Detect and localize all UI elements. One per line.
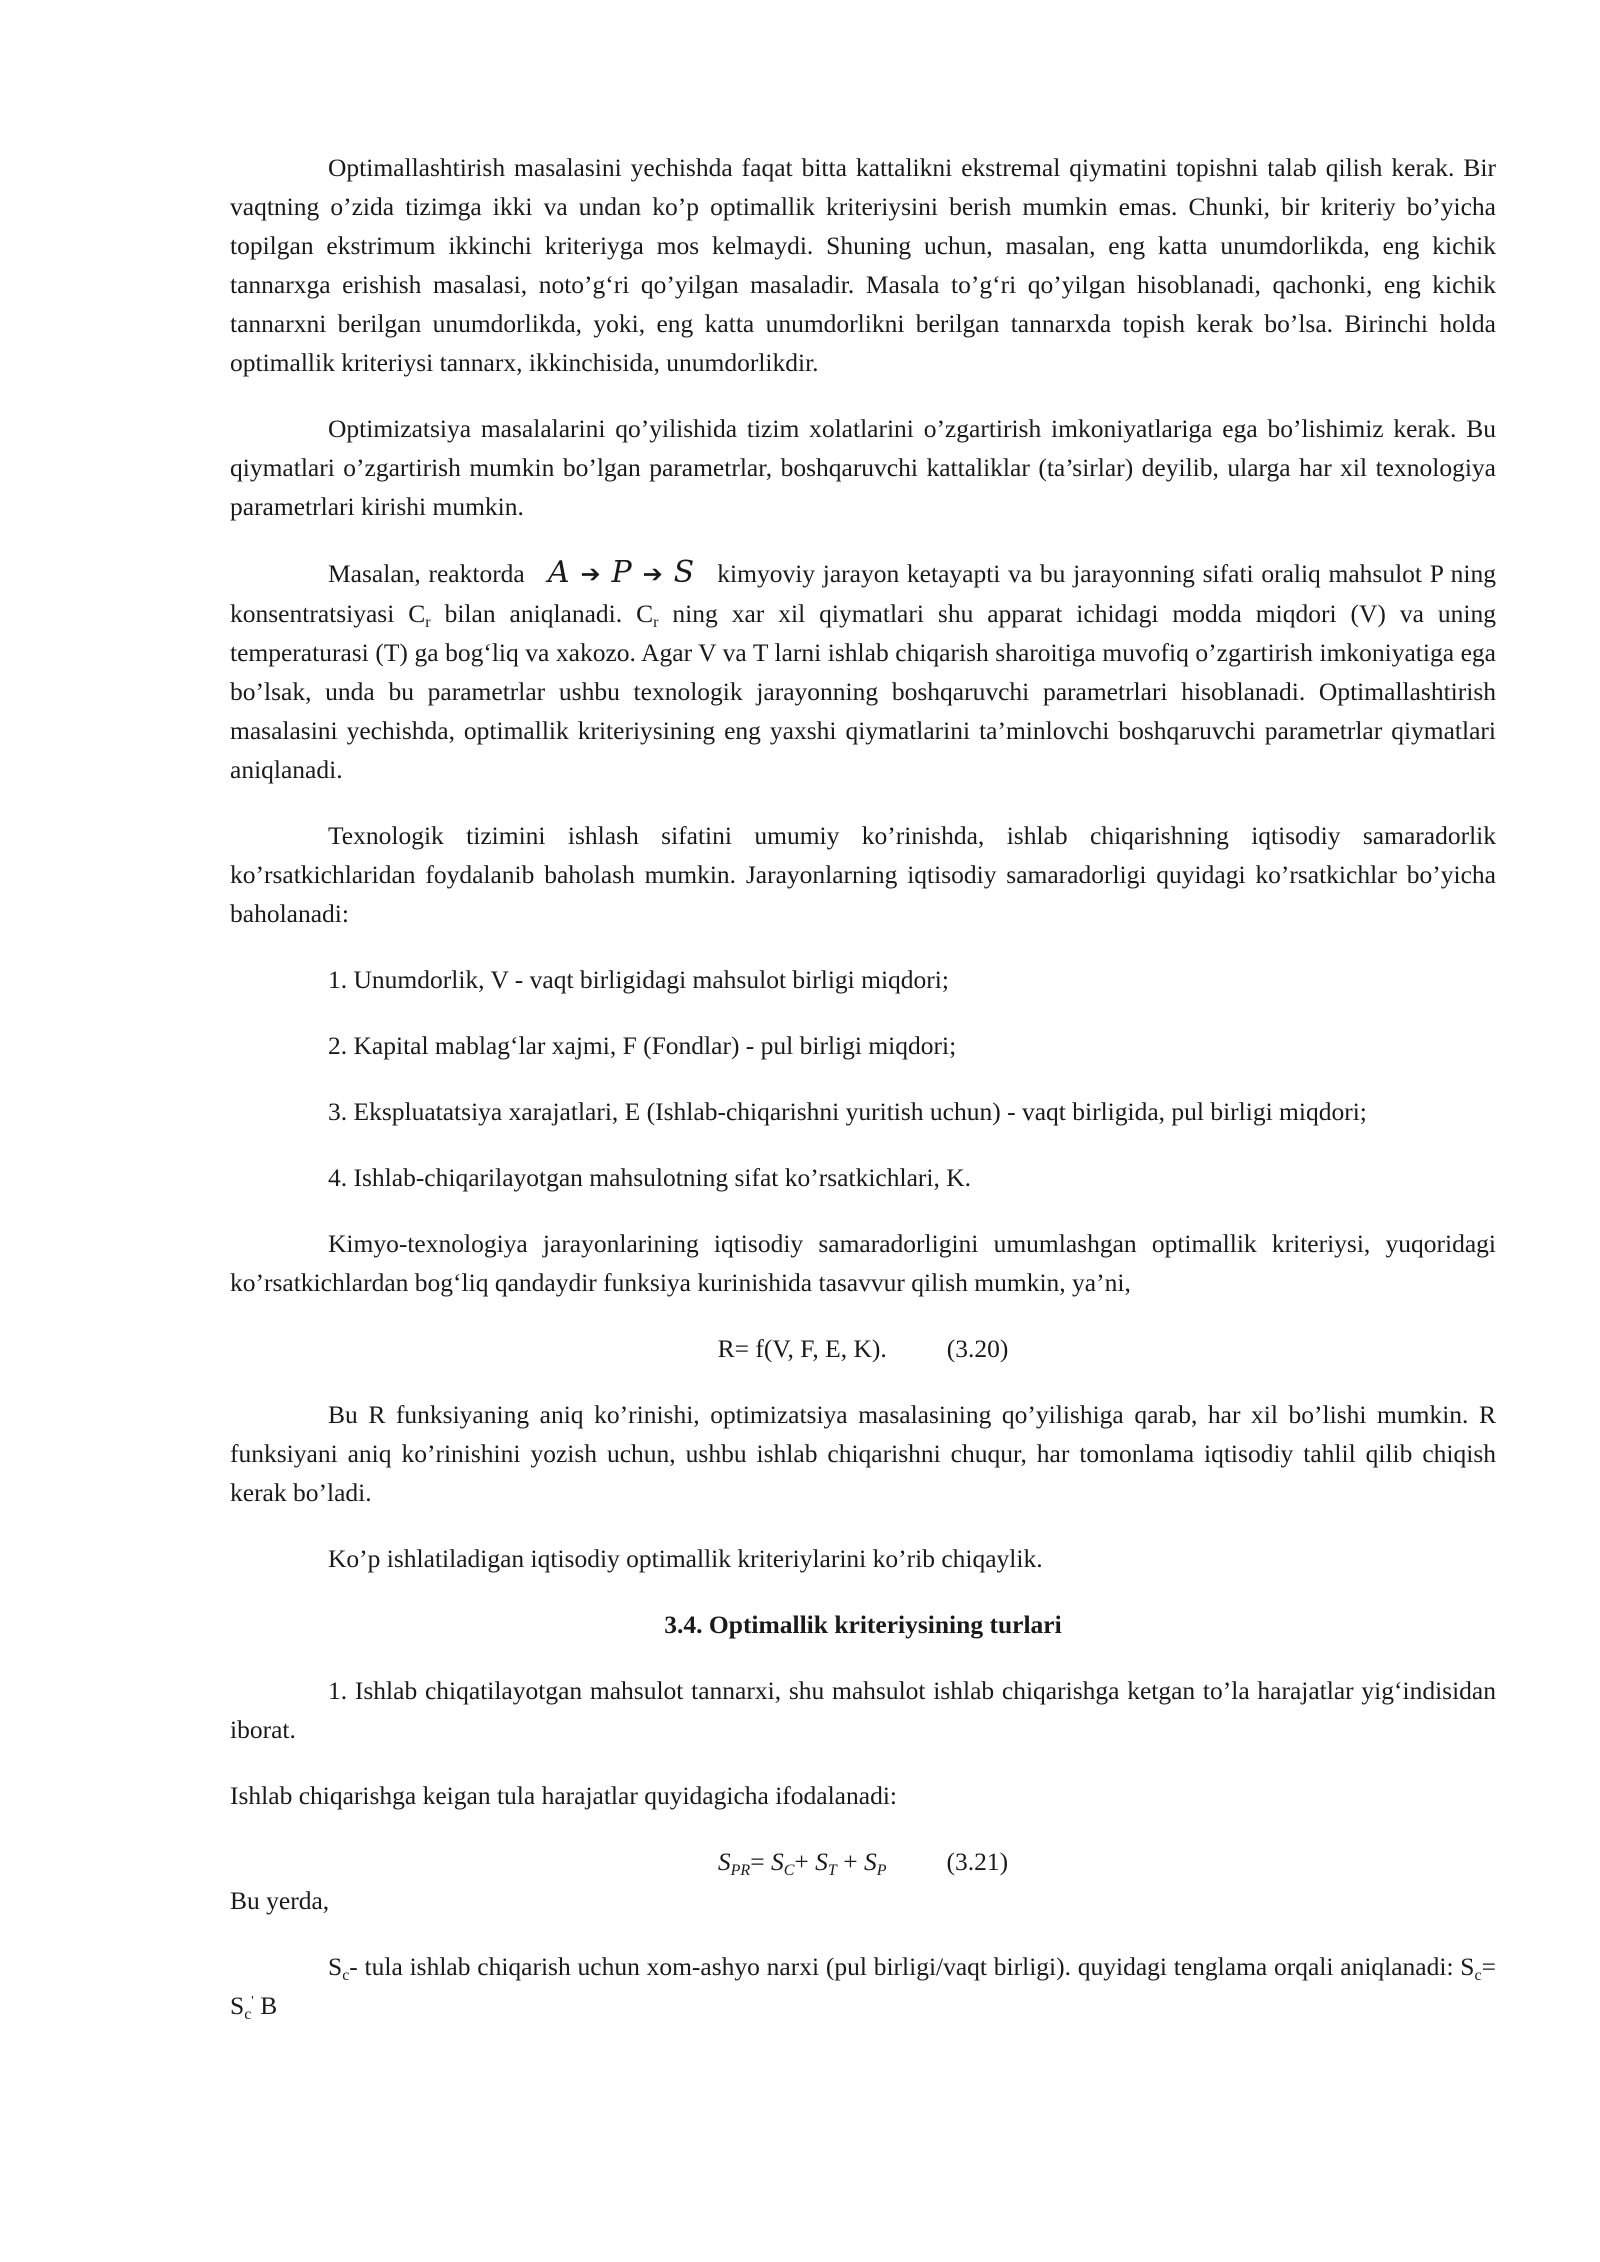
formula-expression: R= f(V, F, E, K). [717,1334,887,1363]
paragraph-review: Ko’p ishlatiladigan iqtisodiy optimallik kriteriylarini ko’rib chiqaylik. [328,1544,1043,1573]
paragraph-intro: Optimallashtirish masalasini yechishda faqat bitta kattalikni ekstremal qiymatini topishni talab qilish kerak. Bir vaqtning o’zida tizimga ikki va undan ko’p optimallik kriteriysini berish mumkin emas. Chunki, bir kriteriy bo’yicha topilgan ekstrimum ikkinchi kriteriyga mos kelmaydi. Shuning uchun, masalan, eng katta unumdorlikda, eng kichik tannarxga erishish masalasi, noto’g‘ri qo’yilgan masaladir. Masala to’g‘ri qo’yilgan hisoblanadi, qachonki, eng kichik tannarxni berilgan unumdorlikda, yoki, eng katta unumdorlikni berilgan tannarxda topish kerak bo’lsa. Birinchi holda optimallik kriteriysi tannarx, ikkinchisida, unumdorlikdir. [230,153,1496,377]
formula-expression: $S_{PR}= S_C+ S_T + S_P$ [717,1847,887,1879]
paragraph-generalized: Kimyo-texnologiya jarayonlarining iqtisodiy samaradorligini umumlashgan optimallik kriteriysi, yuqoridagi ko’rsatkichlardan bog‘liq qandaydir funksiya kurinishida tasavvur qilish mumkin, ya’ni, [230,1229,1496,1297]
subscript: r [425,614,431,631]
formula-3-20 [230,1329,1496,1368]
list-item: 1. Unumdorlik, V - vaqt birligidagi mahsulot birligi miqdori; [328,965,949,994]
list-item: 2. Kapital mablag‘lar xajmi, F (Fondlar) - pul birligi miqdori; [328,1031,957,1060]
paragraph-here: Bu yerda, [230,1886,330,1915]
paragraph-cost: 1. Ishlab chiqatilayotgan mahsulot tannarxi, shu mahsulot ishlab chiqarishga ketgan to’la harajatlar yig‘indisidan iborat. [230,1676,1496,1744]
paragraph-reactor-text-c: bilan aniqlanadi. C [444,599,654,628]
species-a: A [547,555,570,590]
paragraph-function: Bu R funksiyaning aniq ko’rinishi, optimizatsiya masalasining qo’yilishiga qarab, har xil bo’lishi mumkin. R funksiyani aniq ko’rinishini yozish uchun, ushbu ishlab chiqarishni chuqur, har tomonlama iqtisodiy tahlil qilib chiqish kerak bo’ladi. [230,1400,1496,1507]
equation-number: (3.21) [946,1847,1009,1876]
arrow-icon: ➔ [580,560,601,588]
species-s: S [673,555,695,590]
arrow-icon: ➔ [642,560,663,588]
list-item: 4. Ishlab-chiqarilayotgan mahsulotning sifat ko’rsatkichlari, K. [328,1163,972,1192]
paragraph-reactor [230,553,1496,789]
formula-3-21 [230,1842,1496,1881]
paragraph-quality: Texnologik tizimini ishlash sifatini umumiy ko’rinishda, ishlab chiqarishning iqtisodiy samaradorlik ko’rsatkichlaridan foydalanib baholash mumkin. Jarayonlarning iqtisodiy samaradorligi quyidagi ko’rsatkichlar bo’yicha baholanadi: [230,821,1496,928]
paragraph-optimization: Optimizatsiya masalalarini qo’yilishida tizim xolatlarini o’zgartirish imkoniyatlariga ega bo’lishimiz kerak. Bu qiymatlari o’zgartirish mumkin bo’lgan parametrlar, boshqaruvchi kattaliklar (ta’sirlar) deyilib, ularga har xil texnologiya parametrlari kirishi mumkin. [230,414,1496,521]
equation-number: (3.20) [946,1334,1009,1363]
paragraph-expenses: Ishlab chiqarishga keigan tula harajatlar quyidagicha ifodalanadi: [230,1781,897,1810]
species-p: P [611,555,632,590]
reaction-scheme [548,555,694,590]
subscript: r [653,614,659,631]
paragraph-reactor-text-a: Masalan, reaktorda [328,559,525,588]
paragraph-reactor-text-d: ning xar xil qiymatlari shu apparat ichidagi modda miqdori (V) va uning temperaturasi (T) ga bog‘liq va xakozo. Agar V va T larni ishlab chiqarish sharoitiga muvofiq o’zgartirish imkoniyatiga ega bo’lsak, unda bu parametrlar ushbu texnologik jarayonning boshqaruvchi parametrlari hisoblanadi. Optimallashtirish masalasini yechishda, optimallik kriteriysining eng yaxshi qiymatlarini ta’minlovchi boshqaruvchi parametrlar qiymatlari aniqlanadi. [230,599,1496,784]
paragraph-reactor-text-b: kimyoviy jarayon ketayapti va bu jarayonning sifati oraliq mahsulot P ning konsentratsiyasi C [230,559,1497,628]
document-page [230,148,1496,2052]
section-heading: 3.4. Optimallik kriteriysining turlari [664,1610,1062,1639]
paragraph-raw-material: $S_c-$ tula ishlab chiqarish uchun xom-ashyo narxi (pul birligi/vaqt birligi). quyidagi tenglama orqali aniqlanadi: $S_c= S_c'$ B [230,1952,1496,2023]
list-item: 3. Ekspluatatsiya xarajatlari, E (Ishlab-chiqarishni yuritish uchun) - vaqt birligida, pul birligi miqdori; [328,1097,1367,1126]
